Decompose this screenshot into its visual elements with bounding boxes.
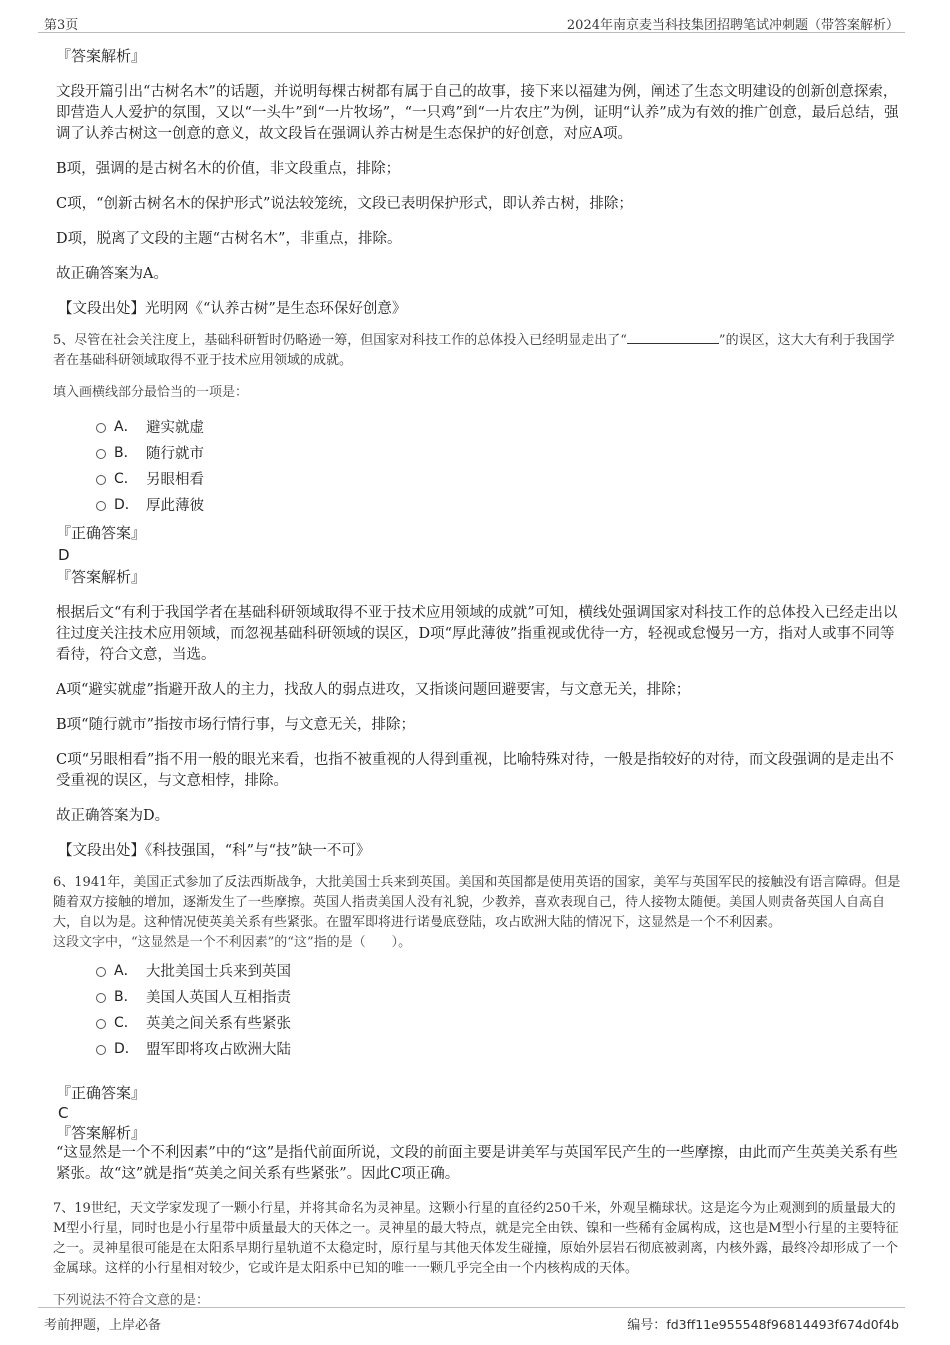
radio-icon[interactable] [96,423,106,433]
q4-analysis-d: D项，脱离了文段的主题“古树名木”，非重点，排除。 [56,231,402,247]
q4-analysis-para: 文段开篇引出“古树名木”的话题，并说明每棵古树都有属于自己的故事，接下来以福建为例，阐述了生态文明建设的创新创意探索，即营造人人爱护的氛围，又以“一头牛”到“一片牧场”，“一只鸡”到“一片农庄”为例，证明“认养”成为有效的推广创意，最后总结，强调了认养古树这一创意的意义，故文段旨在强调认养古树是生态保护的好创意，对应A项。 [56,84,899,142]
footer-code-value: fd3ff11e955548f96814493f674d0f4b [666,1317,899,1332]
radio-icon[interactable] [96,1019,106,1029]
option-key: C． [114,1015,138,1031]
radio-icon[interactable] [96,1045,106,1055]
q5-analysis-a: A项“避实就虚”指避开敌人的主力，找敌人的弱点进攻，又指谈问题回避要害，与文意无关，排除； [56,682,691,698]
q6-option-a[interactable] [96,957,902,983]
q6-option-b[interactable] [96,983,902,1009]
q5-correct-tag: 『正确答案』 [56,524,147,542]
footer-code [627,1314,899,1333]
q6-stem: 6、1941年，美国正式参加了反法西斯战争，大批美国士兵来到英国。美国和英国都是使用英语的国家，美军与英国军民的接触没有语言障碍。但是随着双方接触的增加，逐渐发生了一些摩擦。英国人指责美国人没有礼貌，少教养，喜欢表现自己，待人接物太随便。美国人则责备英国人自高自大，自以为是。这种情况使英美关系有些紧张。在盟军即将进行诺曼底登陆，攻占欧洲大陆的情况下，这显然是一个不利因素。 [53,875,901,930]
q5-option-d[interactable] [96,491,902,517]
option-text: 盟军即将攻占欧洲大陆 [146,1041,291,1058]
q5-source: 【文段出处】《科技强国，“科”与“技”缺一不可》 [58,843,371,859]
q5-option-c[interactable] [96,465,902,491]
q5-conclusion: 故正确答案为D。 [56,808,170,824]
q5-stem [53,331,902,371]
q5-stem-after: ”的误区，这大大有利于我国学者在基础科研领域取得不亚于技术应用领域的成就。 [53,333,895,368]
option-text: 避实就虚 [146,419,204,436]
option-key: A． [114,419,138,435]
q5-option-b[interactable] [96,439,902,465]
page-footer [38,1307,905,1332]
footer-code-label: 编号： [627,1318,667,1333]
radio-icon[interactable] [96,967,106,977]
radio-icon[interactable] [96,475,106,485]
q5-analysis-tag: 『答案解析』 [56,568,147,586]
q5-analysis-para: 根据后文“有利于我国学者在基础科研领域取得不亚于技术应用领域的成就”可知，横线处强调国家对科技工作的总体投入已经走出以往过度关注技术应用领域，而忽视基础科研领域的误区，D项“厚此薄彼”指重视或优待一方，轻视或怠慢另一方，指对人或事不同等看待，符合文意，当选。 [56,605,898,663]
q5-analysis-b: B项“随行就市”指按市场行情行事，与文意无关，排除； [56,717,415,733]
option-key: B． [114,989,138,1005]
q4-source: 【文段出处】光明网《“认养古树”是生态环保好创意》 [58,301,407,317]
q4-analysis-tag: 『答案解析』 [56,47,147,65]
option-key: C． [114,471,138,487]
footer-note: 考前押题，上岸必备 [44,1318,162,1333]
q6-options [56,957,902,1061]
q5-prompt: 填入画横线部分最恰当的一项是： [53,385,249,400]
q7-prompt: 下列说法不符合文意的是： [53,1293,210,1308]
radio-icon[interactable] [96,501,106,511]
document-title: 2024年南京麦当科技集团招聘笔试冲刺题（带答案解析） [566,18,899,33]
option-text: 美国人英国人互相指责 [146,989,291,1006]
option-key: A． [114,963,138,979]
q6-analysis-tag: 『答案解析』 [56,1124,147,1142]
page-number: 第3页 [44,18,79,33]
q6-option-d[interactable] [96,1035,902,1061]
q5-blank [627,331,719,344]
q6-answer: C [58,1104,69,1122]
q5-options [56,413,902,517]
q5-analysis-c: C项“另眼相看”指不用一般的眼光来看，也指不被重视的人得到重视，比喻特殊对待，一般是指较好的对待，而文段强调的是走出不受重视的误区，与文意相悖，排除。 [56,752,894,789]
q4-analysis-b: B项，强调的是古树名木的价值，非文段重点，排除； [56,161,401,177]
q5-answer: D [58,546,70,564]
radio-icon[interactable] [96,993,106,1003]
option-key: D． [114,1041,139,1057]
q7-stem: 7、19世纪，天文学家发现了一颗小行星，并将其命名为灵神星。这颗小行星的直径约250千米，外观呈椭球状。这是迄今为止观测到的质量最大的M型小行星，同时也是小行星带中质量最大的天体之一。灵神星的最大特点，就是完全由铁、镍和一些稀有金属构成，这也是M型小行星的主要特征之一。灵神星很可能是在太阳系早期行星轨道不太稳定时，原行星与其他天体发生碰撞，原始外层岩石彻底被剥离，内核外露，最终冷却形成了一个金属球。这样的小行星相对较少，它或许是太阳系中已知的唯一一颗几乎完全由一个内核构成的天体。 [53,1201,899,1276]
q4-analysis-c: C项，“创新古树名木的保护形式”说法较笼统，文段已表明保护形式，即认养古树，排除； [56,196,633,212]
q5-option-a[interactable] [96,413,902,439]
q6-analysis-para: “这显然是一个不利因素”中的“这”是指代前面所说，文段的前面主要是讲美军与英国军民产生的一些摩擦，由此而产生英美关系有些紧张。故“这”就是指“英美之间关系有些紧张”。因此C项正确。 [56,1145,898,1182]
option-text: 随行就市 [146,445,204,462]
page-content [53,42,902,1311]
q6-option-c[interactable] [96,1009,902,1035]
option-text: 厚此薄彼 [146,497,204,514]
option-key: B． [114,445,138,461]
q6-prompt: 这段文字中，“这显然是一个不利因素”的“这”指的是（ ）。 [53,935,412,950]
option-text: 英美之间关系有些紧张 [146,1015,291,1032]
option-text: 另眼相看 [146,471,204,488]
radio-icon[interactable] [96,449,106,459]
option-text: 大批美国士兵来到英国 [146,963,291,980]
q5-stem-before: 5、尽管在社会关注度上，基础科研暂时仍略逊一筹，但国家对科技工作的总体投入已经明显走出了“ [53,333,627,348]
page-header [38,12,905,33]
option-key: D． [114,497,139,513]
q6-correct-tag: 『正确答案』 [56,1084,147,1102]
q4-conclusion: 故正确答案为A。 [56,266,168,282]
